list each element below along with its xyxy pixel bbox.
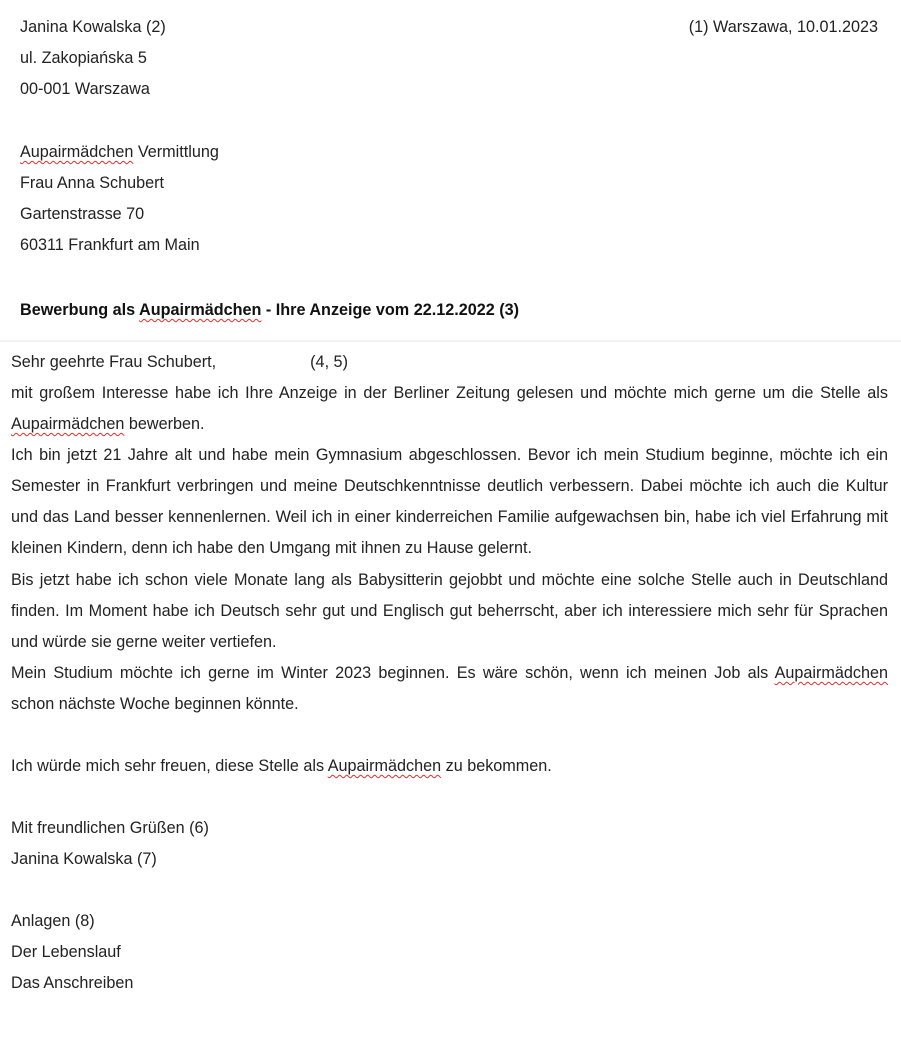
spellcheck-word[interactable]: Aupairmädchen	[774, 663, 888, 682]
salutation-marker: (4, 5)	[310, 353, 348, 371]
recipient-person: Frau Anna Schubert	[20, 174, 164, 192]
attachment-item: Das Anschreiben	[11, 974, 134, 993]
recipient-company-rest: Vermittlung	[133, 143, 219, 161]
spellcheck-word[interactable]: Aupairmädchen	[11, 415, 125, 434]
letter-body	[11, 347, 888, 999]
date-line: (1) Warszawa, 10.01.2023	[688, 18, 878, 36]
sender-city: 00-001 Warszawa	[20, 80, 150, 98]
section-divider	[0, 340, 901, 342]
sender-street: ul. Zakopiańska 5	[20, 49, 147, 67]
paragraph-3: Bis jetzt habe ich schon viele Monate lang als Babysitterin gejobbt und möchte eine solche Stelle auch in Deutschland finden. Im Moment habe ich Deutsch sehr gut und Englisch gut beherrscht, aber ich interessiere mich sehr für Sprachen und würde sie gerne weiter vertiefen.	[11, 570, 888, 651]
recipient-street: Gartenstrasse 70	[20, 205, 145, 223]
paragraph-5-text: Ich würde mich sehr freuen, diese Stelle als	[11, 757, 328, 776]
paragraph-2: Ich bin jetzt 21 Jahre alt und habe mein Gymnasium abgeschlossen. Bevor ich mein Studium beginne, möchte ich ein Semester in Frankfurt verbringen und meine Deutschkenntnisse deutlich verbessern. Dabei möchte ich auch die Kultur und das Land besser kennenlernen. Weil ich in einer kinderreichen Familie aufgewachsen bin, habe ich viel Erfahrung mit kleinen Kindern, denn ich habe den Umgang mit ihnen zu Hause gelernt.	[11, 446, 888, 558]
paragraph-4	[11, 658, 888, 720]
closing-greeting: Mit freundlichen Grüßen (6)	[11, 819, 209, 838]
spellcheck-word[interactable]: Aupairmädchen	[139, 301, 262, 319]
recipient-company	[20, 137, 219, 168]
paragraph-5-end: zu bekommen.	[441, 757, 552, 776]
attachment-item: Der Lebenslauf	[11, 943, 121, 962]
paragraph-1-text: mit großem Interesse habe ich Ihre Anzeige in der Berliner Zeitung gelesen und möchte mich gerne um die Stelle als	[11, 384, 888, 402]
subject-line	[20, 295, 519, 326]
attachments-heading: Anlagen (8)	[11, 912, 95, 931]
recipient-city: 60311 Frankfurt am Main	[20, 236, 200, 254]
salutation-text: Sehr geehrte Frau Schubert,	[11, 353, 217, 371]
paragraph-5	[11, 751, 888, 782]
paragraph-4-end: schon nächste Woche beginnen könnte.	[11, 694, 299, 713]
recipient-address	[20, 137, 219, 261]
subject-after: - Ihre Anzeige vom 22.12.2022 (3)	[261, 301, 519, 319]
sender-name: Janina Kowalska (2)	[20, 18, 166, 36]
salutation	[11, 347, 888, 378]
spellcheck-word[interactable]: Aupairmädchen	[20, 143, 134, 161]
sender-address	[20, 12, 166, 105]
spellcheck-word[interactable]: Aupairmädchen	[327, 757, 442, 776]
subject-before: Bewerbung als	[20, 301, 140, 319]
paragraph-4-text: Mein Studium möchte ich gerne im Winter 2023 beginnen. Es wäre schön, wenn ich meinen Job als	[11, 663, 775, 682]
signature: Janina Kowalska (7)	[11, 850, 157, 869]
paragraph-1	[11, 378, 888, 440]
paragraph-1-end: bewerben.	[124, 415, 205, 434]
